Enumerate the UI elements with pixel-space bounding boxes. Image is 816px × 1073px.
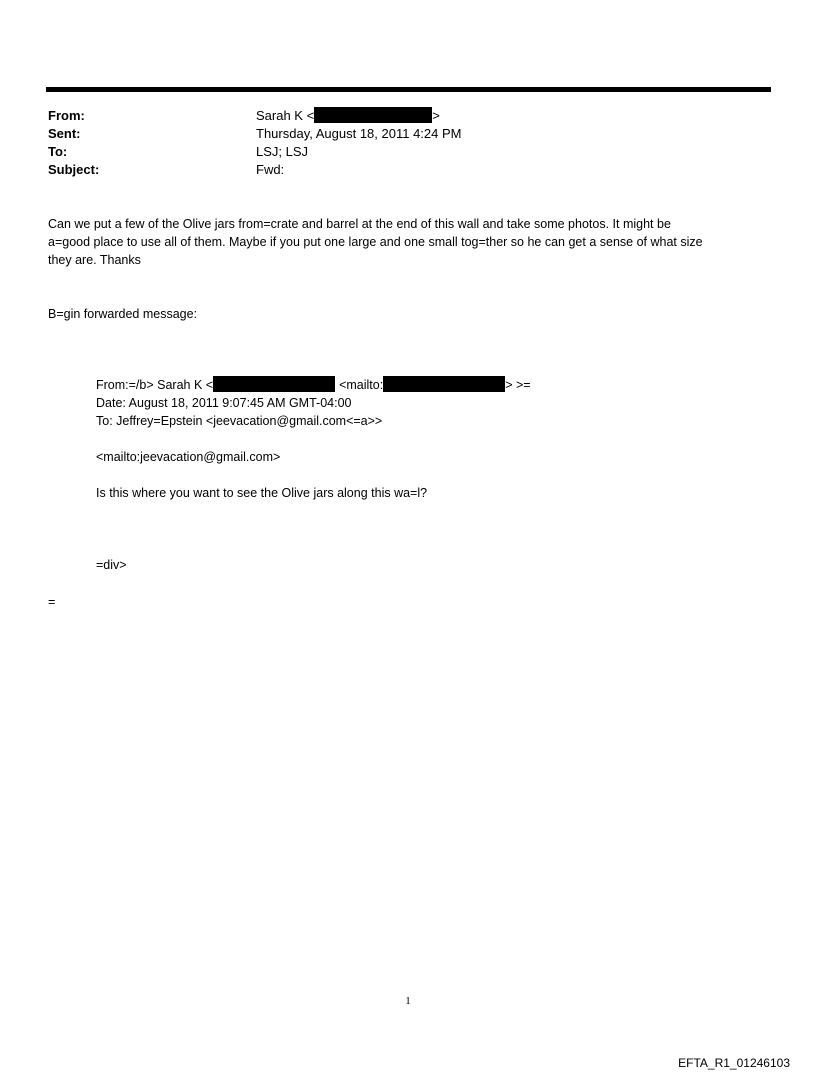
header-rule — [46, 87, 771, 92]
forwarded-question-line: Is this where you want to see the Olive jars along this wa=l? — [96, 486, 428, 500]
forwarded-from-suffix: > >= — [505, 378, 531, 392]
forwarded-to-line: To: Jeffrey=Epstein <jeevacation@gmail.com<=a>> — [96, 414, 383, 428]
from-end: > — [432, 108, 440, 123]
forwarded-mailto-line: <mailto:jeevacation@gmail.com> — [96, 450, 281, 464]
message-line-3: they are. Thanks — [48, 253, 141, 267]
sent-value: Thursday, August 18, 2011 4:24 PM — [256, 126, 462, 141]
bates-number: EFTA_R1_01246103 — [678, 1056, 790, 1070]
forwarded-div-line: =div> — [96, 558, 127, 572]
from-value — [256, 107, 440, 125]
redaction-bar — [314, 107, 432, 123]
forwarded-from-prefix: From:=/b> Sarah K < — [96, 378, 214, 392]
begin-forwarded-label: B=gin forwarded message: — [48, 307, 198, 321]
redaction-bar — [213, 376, 335, 392]
message-line-1: Can we put a few of the Olive jars from=crate and barrel at the end of this wall and take some photos. It might be — [48, 217, 671, 231]
from-label: From: — [48, 108, 85, 123]
subject-label: Subject: — [48, 162, 100, 177]
forwarded-mailto-prefix: <mailto: — [339, 378, 384, 392]
to-value: LSJ; LSJ — [256, 144, 309, 159]
from-name: Sarah K < — [256, 108, 315, 123]
sent-label: Sent: — [48, 126, 81, 141]
trailing-equals: = — [48, 595, 56, 609]
message-line-2: a=good place to use all of them. Maybe if you put one large and one small tog=ther so he can get a sense of what size — [48, 235, 703, 249]
page-number: 1 — [405, 995, 411, 1007]
forwarded-date-line: Date: August 18, 2011 9:07:45 AM GMT-04:00 — [96, 396, 352, 410]
subject-value: Fwd: — [256, 162, 285, 177]
forwarded-from-line — [96, 376, 531, 394]
to-label: To: — [48, 144, 68, 159]
redaction-bar — [383, 376, 505, 392]
